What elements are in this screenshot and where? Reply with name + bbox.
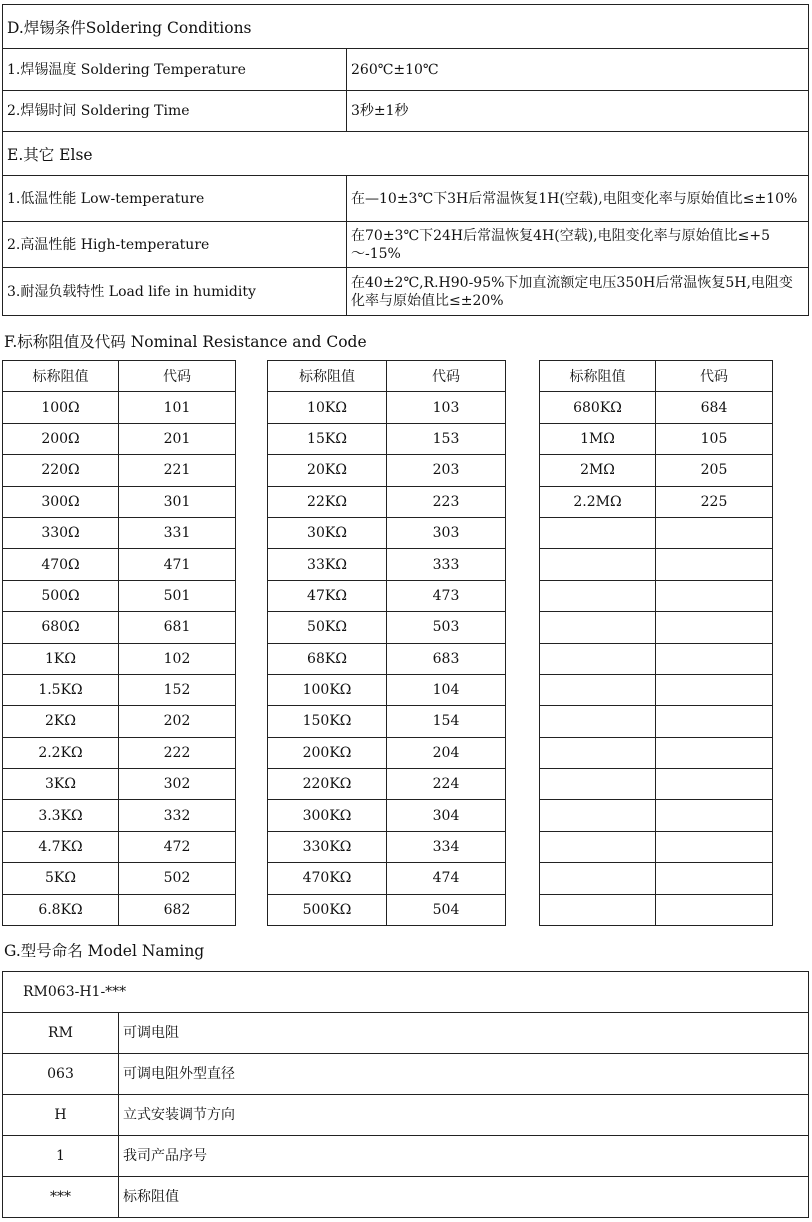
model-code-cell: H [2,1094,119,1136]
table-row [3,455,236,486]
table-row [3,580,236,611]
code-cell: 334 [387,831,506,862]
table-row [268,674,506,705]
code-cell: 222 [119,737,236,768]
table-row [540,486,773,517]
code-cell: 205 [656,455,773,486]
table-row [540,894,773,925]
resistance-cell: 3KΩ [3,769,119,800]
resistance-cell: 47KΩ [268,580,387,611]
resistance-cell: 200Ω [3,423,119,454]
table-row [540,423,773,454]
table-row [3,486,236,517]
resistance-cell: 33KΩ [268,549,387,580]
model-naming-row [2,1012,809,1054]
resistance-cell: 68KΩ [268,643,387,674]
code-cell: 503 [387,612,506,643]
table-row [3,517,236,548]
resistance-cell: 15KΩ [268,423,387,454]
code-cell [656,612,773,643]
resistance-cell [540,517,656,548]
code-cell: 683 [387,643,506,674]
table-row [3,423,236,454]
resistance-cell: 330KΩ [268,831,387,862]
model-naming-row [2,1177,809,1218]
resistance-cell [540,643,656,674]
low-temperature-label: 1.低温性能 Low-temperature [2,175,347,222]
code-cell: 101 [119,392,236,423]
model-naming-row [2,1136,809,1177]
resistance-cell: 330Ω [3,517,119,548]
table-row [3,800,236,831]
resistance-table-2 [267,360,506,926]
table-row [3,643,236,674]
resistance-cell: 10KΩ [268,392,387,423]
code-cell: 204 [387,737,506,768]
code-cell [656,894,773,925]
code-header: 代码 [387,361,506,392]
code-cell: 473 [387,580,506,611]
code-cell: 684 [656,392,773,423]
code-cell: 502 [119,863,236,894]
table-row [268,455,506,486]
model-code-cell: RM [2,1012,119,1054]
resistance-cell: 220Ω [3,455,119,486]
resistance-header: 标称阻值 [3,361,119,392]
table-row [3,549,236,580]
model-desc-cell: 可调电阻外型直径 [118,1053,809,1095]
code-cell [656,517,773,548]
resistance-cell: 1MΩ [540,423,656,454]
resistance-cell: 3.3KΩ [3,800,119,831]
resistance-header: 标称阻值 [268,361,387,392]
resistance-table-3 [539,360,773,926]
code-cell: 223 [387,486,506,517]
resistance-cell: 100Ω [3,392,119,423]
code-cell: 201 [119,423,236,454]
code-cell: 102 [119,643,236,674]
model-desc-cell: 立式安装调节方向 [118,1094,809,1136]
resistance-cell [540,769,656,800]
table-row [3,737,236,768]
code-cell [656,580,773,611]
model-desc-cell: 可调电阻 [118,1012,809,1054]
code-cell: 203 [387,455,506,486]
table-row [268,643,506,674]
table-row [268,769,506,800]
code-cell [656,674,773,705]
resistance-cell: 1.5KΩ [3,674,119,705]
code-cell: 225 [656,486,773,517]
resistance-cell: 470Ω [3,549,119,580]
table-row [268,894,506,925]
code-cell: 104 [387,674,506,705]
model-naming-row [2,1095,809,1136]
resistance-cell: 200KΩ [268,737,387,768]
resistance-cell: 300Ω [3,486,119,517]
code-cell: 103 [387,392,506,423]
table-row [540,580,773,611]
table-row [3,674,236,705]
code-cell: 302 [119,769,236,800]
section-d-title: D.焊锡条件Soldering Conditions [2,4,809,49]
table-row [540,549,773,580]
resistance-cell [540,549,656,580]
code-cell: 224 [387,769,506,800]
soldering-time-label: 2.焊锡时间 Soldering Time [2,90,347,132]
low-temperature-value: 在—10±3℃下3H后常温恢复1H(空载),电阻变化率与原始值比≤±10% [346,175,809,222]
section-g-title: G.型号命名 Model Naming [4,942,205,960]
table-row [268,486,506,517]
code-header: 代码 [656,361,773,392]
code-header: 代码 [119,361,236,392]
table-row [540,706,773,737]
resistance-cell: 500Ω [3,580,119,611]
table-row [268,737,506,768]
code-cell [656,769,773,800]
resistance-cell: 500KΩ [268,894,387,925]
table-row [268,517,506,548]
code-cell: 301 [119,486,236,517]
load-life-humidity-label: 3.耐湿负载特性 Load life in humidity [2,267,347,316]
code-cell [656,800,773,831]
resistance-cell: 300KΩ [268,800,387,831]
table-row [540,737,773,768]
code-cell [656,863,773,894]
table-row [540,643,773,674]
resistance-cell: 220KΩ [268,769,387,800]
code-cell: 202 [119,706,236,737]
resistance-cell: 4.7KΩ [3,831,119,862]
model-code-cell: 1 [2,1135,119,1177]
resistance-cell: 2KΩ [3,706,119,737]
soldering-temperature-label: 1.焊锡温度 Soldering Temperature [2,48,347,91]
table-row [268,831,506,862]
table-row [3,392,236,423]
code-cell: 331 [119,517,236,548]
table-row [268,549,506,580]
code-cell [656,706,773,737]
resistance-cell [540,674,656,705]
table-row [540,517,773,548]
resistance-cell [540,580,656,611]
resistance-cell: 2.2MΩ [540,486,656,517]
resistance-cell [540,737,656,768]
high-temperature-label: 2.高温性能 High-temperature [2,221,347,268]
resistance-cell [540,800,656,831]
code-cell: 221 [119,455,236,486]
resistance-cell [540,863,656,894]
code-cell [656,831,773,862]
table-row [268,800,506,831]
code-cell [656,643,773,674]
code-cell: 471 [119,549,236,580]
high-temperature-value: 在70±3℃下24H后常温恢复4H(空载),电阻变化率与原始值比≤+5～-15% [346,221,809,268]
model-code-cell: 063 [2,1053,119,1095]
code-cell: 154 [387,706,506,737]
table-row [3,769,236,800]
resistance-cell: 6.8KΩ [3,894,119,925]
resistance-cell: 50KΩ [268,612,387,643]
table-row [540,455,773,486]
table-row [540,800,773,831]
resistance-cell: 470KΩ [268,863,387,894]
table-row [268,423,506,454]
resistance-cell: 1KΩ [3,643,119,674]
table-row [3,863,236,894]
table-row [540,392,773,423]
table-row [3,894,236,925]
code-cell: 303 [387,517,506,548]
resistance-cell: 22KΩ [268,486,387,517]
code-cell [656,737,773,768]
model-code-cell: *** [2,1176,119,1218]
table-row [3,612,236,643]
code-cell: 682 [119,894,236,925]
table-row [3,706,236,737]
code-cell: 333 [387,549,506,580]
code-cell: 152 [119,674,236,705]
code-cell: 105 [656,423,773,454]
code-cell: 681 [119,612,236,643]
load-life-humidity-value: 在40±2℃,R.H90-95%下加直流额定电压350H后常温恢复5H,电阻变化率与原始值比≤±20% [346,267,809,316]
table-row [268,392,506,423]
table-row [268,612,506,643]
code-cell: 504 [387,894,506,925]
table-row [540,769,773,800]
resistance-table-1 [2,360,236,926]
model-naming-row [2,1054,809,1095]
resistance-cell: 5KΩ [3,863,119,894]
table-row [540,863,773,894]
model-desc-cell: 我司产品序号 [118,1135,809,1177]
soldering-time-value: 3秒±1秒 [346,90,809,132]
table-row [268,706,506,737]
resistance-cell [540,831,656,862]
model-number: RM063-H1-*** [2,971,809,1013]
table-row [540,674,773,705]
resistance-cell: 100KΩ [268,674,387,705]
section-f-title: F.标称阻值及代码 Nominal Resistance and Code [4,333,367,351]
model-desc-cell: 标称阻值 [118,1176,809,1218]
resistance-header: 标称阻值 [540,361,656,392]
code-cell: 472 [119,831,236,862]
resistance-cell: 2.2KΩ [3,737,119,768]
table-row [540,612,773,643]
resistance-cell: 150KΩ [268,706,387,737]
code-cell: 153 [387,423,506,454]
resistance-cell: 20KΩ [268,455,387,486]
code-cell: 304 [387,800,506,831]
resistance-cell [540,894,656,925]
resistance-cell: 30KΩ [268,517,387,548]
table-row [268,580,506,611]
table-row [268,863,506,894]
code-cell: 474 [387,863,506,894]
table-row [540,831,773,862]
code-cell: 332 [119,800,236,831]
code-cell [656,549,773,580]
resistance-cell [540,706,656,737]
resistance-cell: 680Ω [3,612,119,643]
code-cell: 501 [119,580,236,611]
model-naming-table [2,1012,809,1218]
resistance-cell [540,612,656,643]
section-e-title: E.其它 Else [2,131,809,176]
resistance-cell: 2MΩ [540,455,656,486]
table-row [3,831,236,862]
resistance-cell: 680KΩ [540,392,656,423]
soldering-temperature-value: 260℃±10℃ [346,48,809,91]
